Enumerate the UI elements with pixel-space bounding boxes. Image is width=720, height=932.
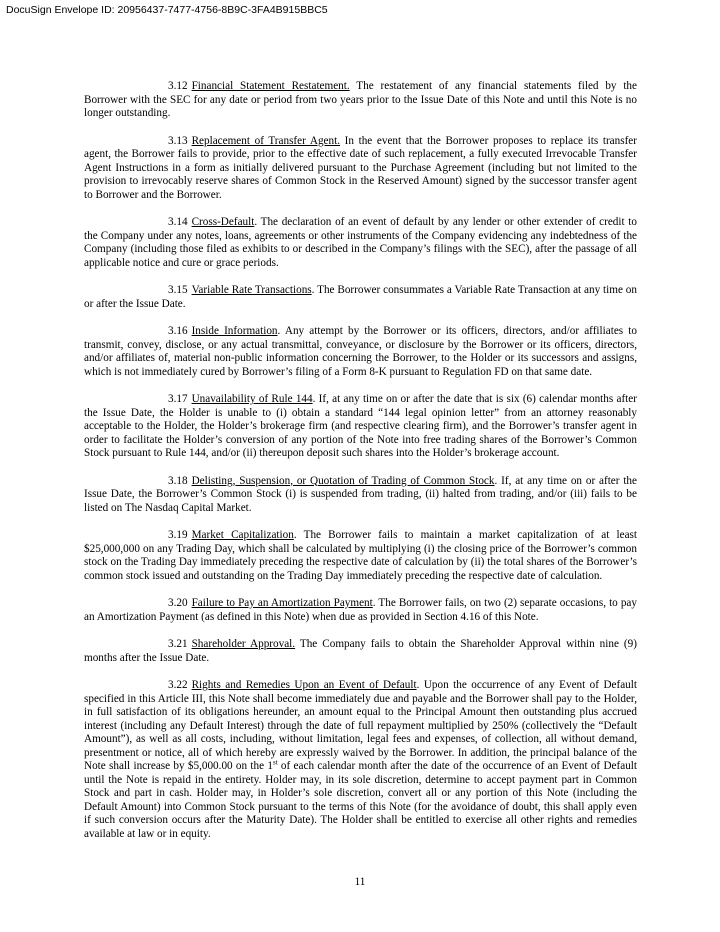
section-body: . The Borrower fails to maintain a market capitalization of at least $25,000,000 on any Trading Day, which shall be calculated by multiplying (i) the closing price of the Borrower’s common stock on the Trading Day immediately preceding the respective date of calculation by (ii) the total shares of the Borrower’s common stock issued and outstanding on the Trading Day immediately preceding the respective date of calculation.	[84, 529, 637, 582]
section-body: . The declaration of an event of default by any lender or other extender of credit to the Company under any notes, loans, agreements or other instruments of the Company evidencing any indebtedness of the Company (including those filed as exhibits to or described in the Company’s filings with the SEC), after the passage of all applicable notice and cure or grace periods.	[84, 216, 637, 269]
section-body: . If, at any time on or after the date that is six (6) calendar months after the Issue Date, the Holder is unable to (i) obtain a standard “144 legal opinion letter” from an attorney reasonably acceptable to the Holder, the Holder’s brokerage firm (and respective clearing firm), and the Borrower’s transfer agent in order to facilitate the Holder’s conversion of any portion of the Note into free trading shares of the Borrower’s Common Stock pursuant to Rule 144, and/or (ii) thereupon deposit such shares into the Holder’s brokerage account.	[84, 393, 637, 459]
section-number: 3.20	[168, 597, 188, 609]
section-number: 3.19	[168, 529, 188, 541]
section-number: 3.16	[168, 325, 188, 337]
section-title: Financial Statement Restatement.	[191, 80, 350, 92]
section-title: Delisting, Suspension, or Quotation of Trading of Common Stock	[191, 474, 495, 487]
section-title: Variable Rate Transactions	[191, 284, 312, 296]
section-3-15	[84, 284, 637, 311]
section-3-22	[84, 679, 637, 841]
section-title: Shareholder Approval.	[191, 638, 296, 650]
section-number: 3.12	[168, 80, 188, 92]
section-number: 3.14	[168, 216, 188, 228]
section-body: . Any attempt by the Borrower or its officers, directors, and/or affiliates to transmit, convey, disclose, or any actual transmittal, conveyance, or disclosure by the Borrower or its officers, directors, and/or affiliates of, material non-public information concerning the Borrower, to the Holder or its successors and assigns, which is not immediately cured by Borrower’s filing of a Form 8-K pursuant to Regulation FD on that same date.	[84, 325, 638, 378]
section-body: The restatement of any financial statements filed by the Borrower with the SEC for any date or period from two years prior to the Issue Date of this Note and until this Note is no longer outstanding.	[84, 80, 637, 119]
section-body: . The Borrower consummates a Variable Rate Transaction at any time on or after the Issue Date.	[84, 284, 637, 310]
section-3-21	[84, 638, 637, 665]
section-title: Unavailability of Rule 144	[191, 393, 313, 405]
section-3-17	[84, 393, 637, 461]
section-3-14	[84, 216, 637, 270]
section-title: Inside Information	[191, 325, 278, 337]
page-number: 11	[354, 876, 366, 888]
section-number: 3.21	[168, 638, 188, 650]
section-title: Rights and Remedies Upon an Event of Default	[191, 679, 417, 691]
section-3-13	[84, 135, 637, 203]
docusign-envelope-id: DocuSign Envelope ID: 20956437-7477-4756-8B9C-3FA4B915BBC5	[6, 4, 328, 16]
section-body: . If, at any time on or after the Issue Date, the Borrower’s Common Stock (i) is suspended from trading, (ii) halted from trading, and/or (iii) fails to be listed on The Nasdaq Capital Market.	[84, 474, 637, 514]
section-title: Cross-Default	[191, 216, 255, 228]
section-number: 3.13	[168, 134, 188, 147]
section-number: 3.18	[168, 474, 188, 487]
section-body: . The Borrower fails, on two (2) separate occasions, to pay an Amortization Payment (as defined in this Note) when due as provided in Section 4.16 of this Note.	[84, 597, 637, 623]
section-body: . Upon the occurrence of any Event of Default specified in this Article III, this Note shall become immediately due and payable and the Borrower shall pay to the Holder, in full satisfaction of its obligations hereunder, an amount equal to the Principal Amount then outstanding plus accrued interest (including any Default Interest) through the date of full repayment multiplied by 250% (collectively the “Default Amount”), as well as all costs, including, without limitation, legal fees and expenses, of collection, all without demand, presentment or notice, all of which hereby are expressly waived by the Borrower. In addition, the principal balance of the Note shall increase by $5,000.00 on the 1	[84, 679, 637, 772]
ordinal-suffix: st	[272, 758, 278, 767]
section-body: The Company fails to obtain the Shareholder Approval within nine (9) months after the Issue Date.	[84, 638, 637, 664]
section-title: Failure to Pay an Amortization Payment	[191, 597, 373, 609]
section-number: 3.22	[168, 679, 188, 691]
section-title: Market Capitalization	[191, 529, 294, 541]
section-number: 3.17	[168, 393, 188, 405]
section-3-20	[84, 597, 637, 624]
document-page	[84, 80, 637, 855]
section-title: Replacement of Transfer Agent.	[191, 134, 341, 147]
section-3-16	[84, 325, 637, 379]
section-3-12	[84, 80, 637, 121]
section-body-continued: of each calendar month after the date of the occurrence of an Event of Default until the Note is repaid in the entirety. Holder may, in its sole discretion, determine to accept payment part in Common Stock and part in cash. Holder may, in Holder’s sole discretion, convert all or any portion of this Note (including the Default Amount) into Common Stock pursuant to the terms of this Note (for the avoidance of doubt, this shall apply even if such conversion occurs after the Maturity Date). The Holder shall be entitled to exercise all other rights and remedies available at law or in equity.	[84, 760, 638, 840]
section-number: 3.15	[168, 284, 188, 296]
section-body: In the event that the Borrower proposes to replace its transfer agent, the Borrower fails to provide, prior to the effective date of such replacement, a fully executed Irrevocable Transfer Agent Instructions in a form as initially delivered pursuant to the Purchase Agreement (including but not limited to the provision to irrevocably reserve shares of Common Stock in the Reserved Amount) signed by the successor transfer agent to Borrower and the Borrower.	[84, 134, 638, 201]
section-3-19	[84, 529, 637, 583]
section-3-18	[84, 475, 637, 516]
